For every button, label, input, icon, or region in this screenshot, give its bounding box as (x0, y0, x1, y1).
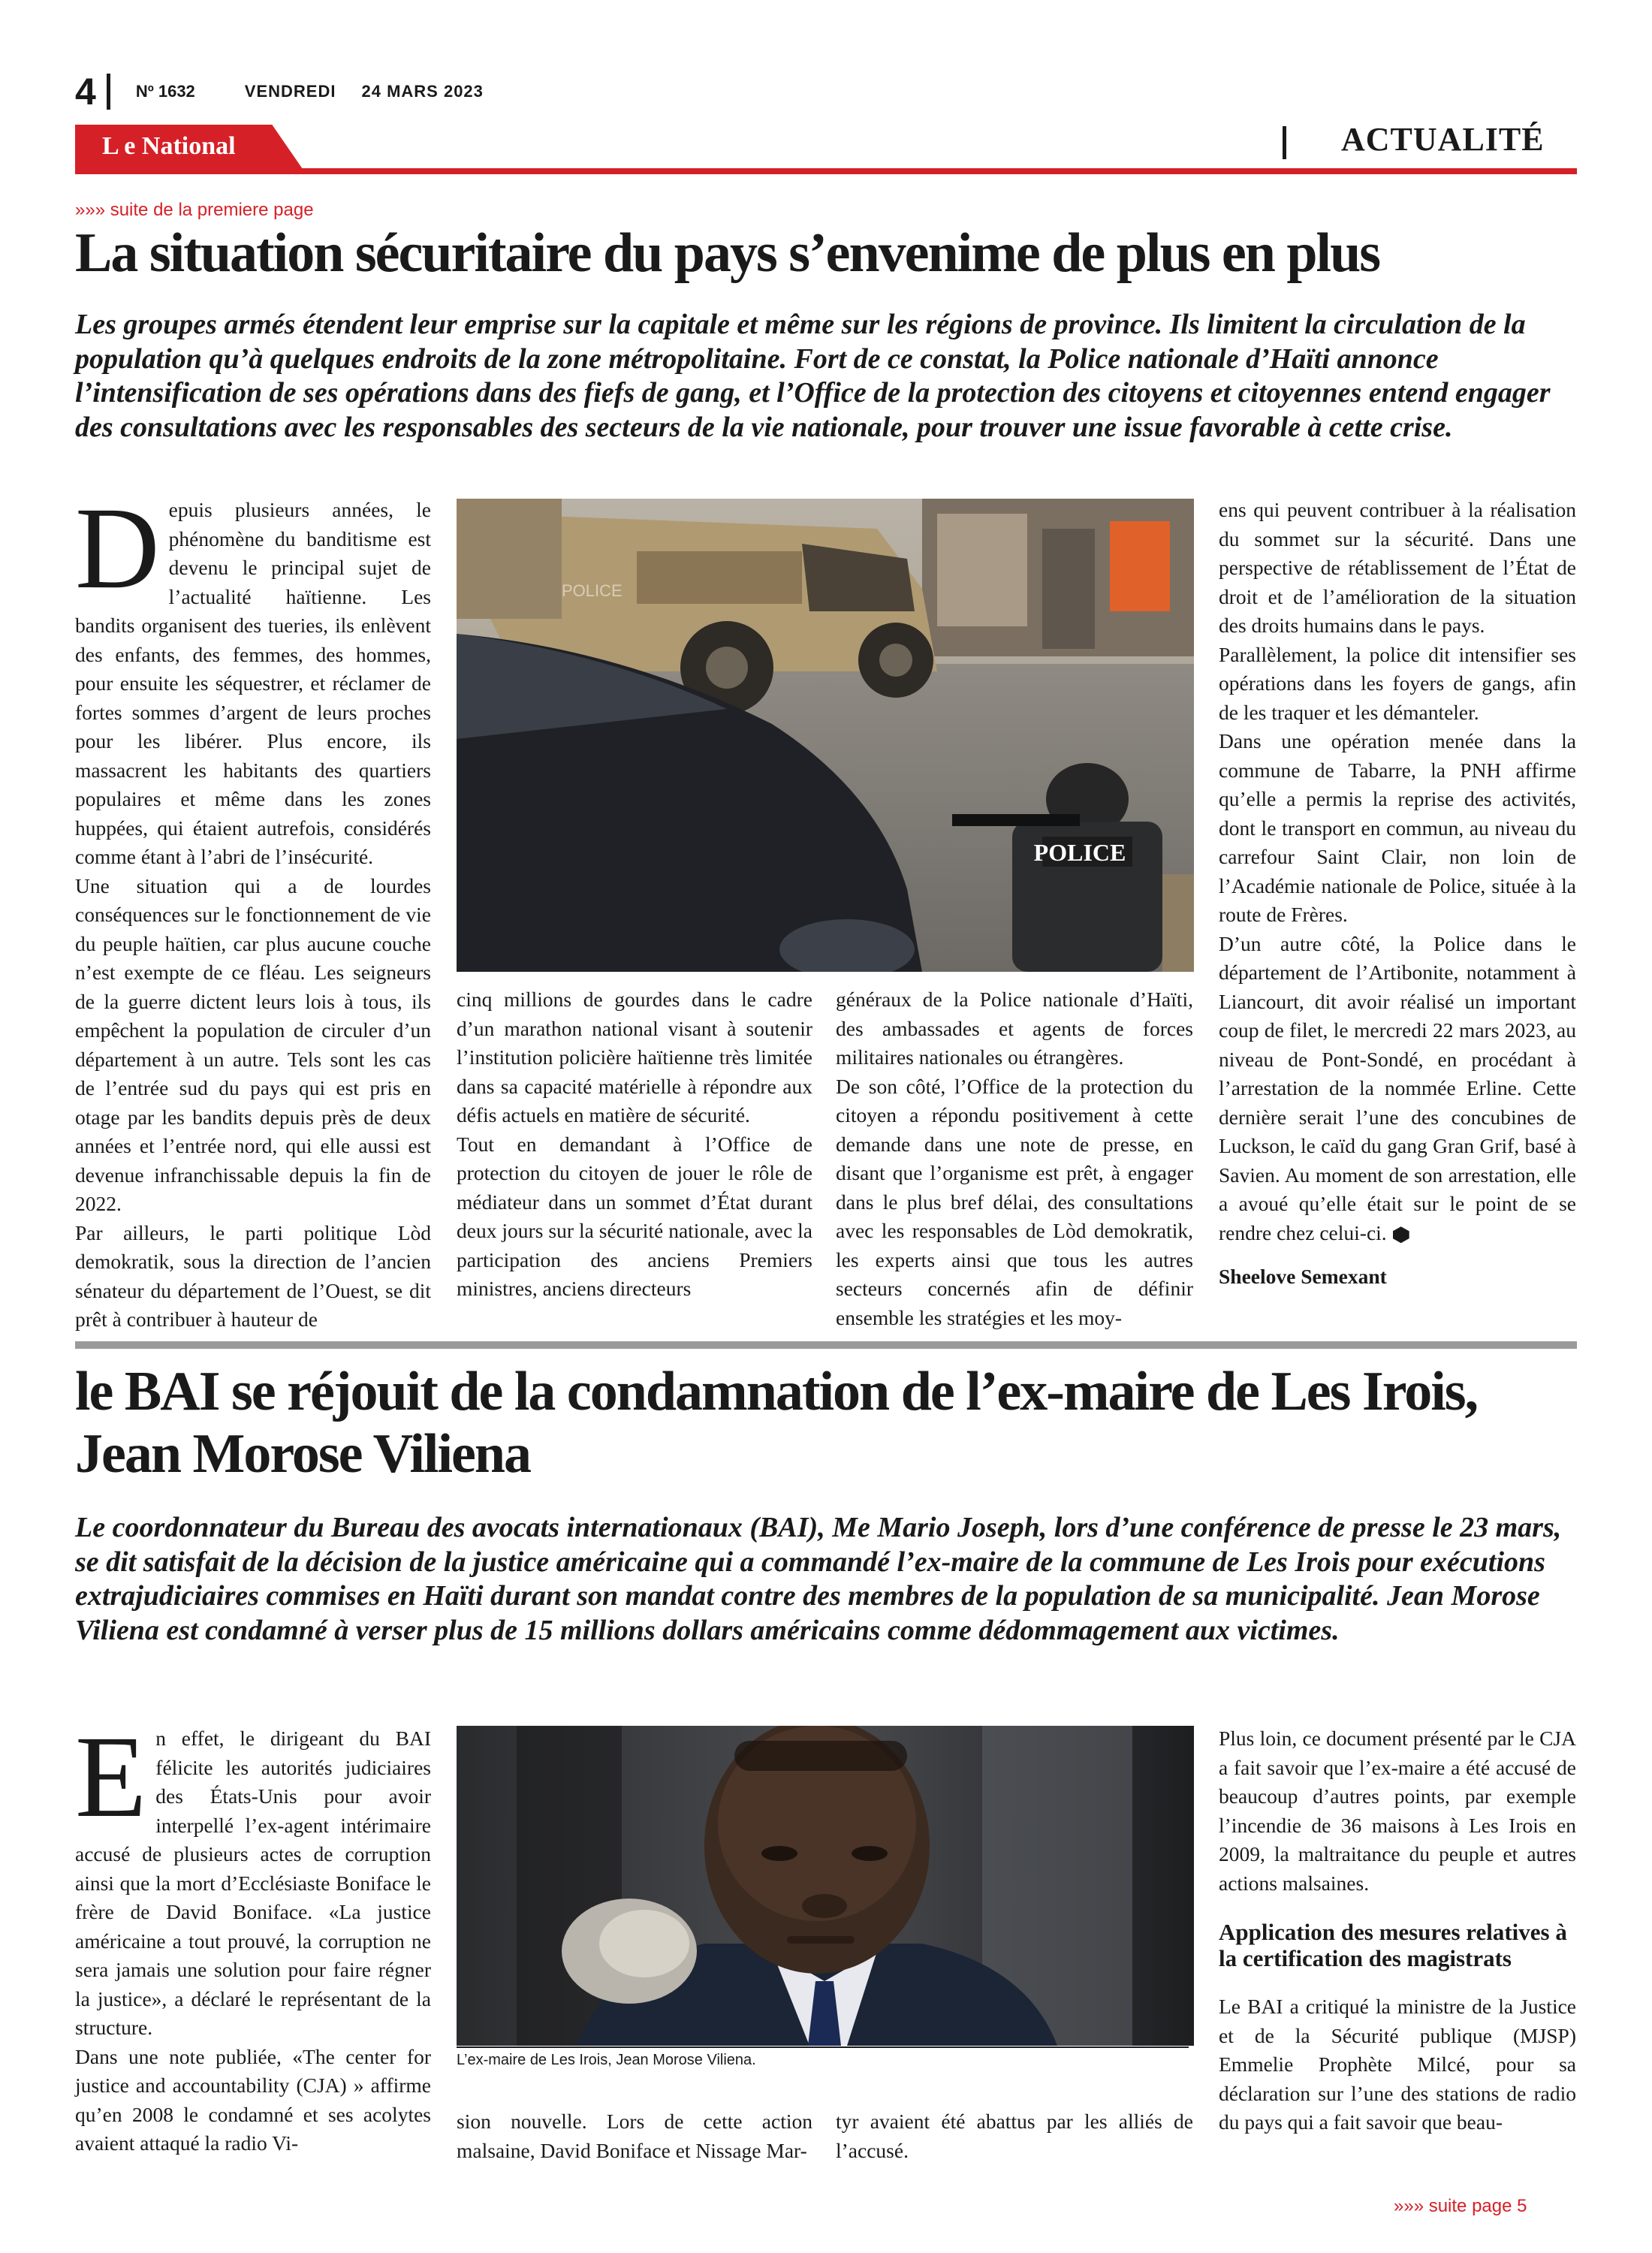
issue-number: Nº 1632 (135, 82, 195, 101)
police-operation-photo (457, 499, 1194, 972)
continued-to-link[interactable]: »»» suite page 5 (1394, 2196, 1527, 2216)
article2-paragraph: tyr avaient été abattus par les alliés de l’accusé. (836, 2110, 1193, 2162)
article1-lede: Les groupes armés étendent leur emprise sur la capitale et même sur les régions de province. Ils limitent la circulation de la population qu’à quelques endroits de la zone métropolitaine. Fort de ce constat, la Police nationale d’Haïti annonce l’intensification de ses opérations dans des fiefs de gang, et l’Office de la protection des citoyens et citoyennes entend engager des consultations avec les responsables des secteurs de la vie nationale, pour trouver une issue favorable à cette crise. (75, 309, 1551, 443)
continued-from-note: »»» suite de la premiere page (75, 200, 314, 220)
article2-headline: le BAI se réjouit de la condamnation de l’ex-maire de Les Irois, Jean Morose Viliena (75, 1361, 1478, 1485)
article1-dropcap: D (75, 483, 160, 613)
article1-paragraph: Depuis plusieurs années, le phénomène du banditisme est devenu le principal sujet de l’actualité haïtienne. Les bandits organisent des tueries, ils enlèvent des enfants, des femmes, des hommes, pour ensuite les séquestrer, et réclamer de fortes sommes d’argent de leurs proches pour les libérer. Plus encore, ils massacrent les habitants des quartiers populaires et même dans les zones huppées, qui étaient autrefois, considérés comme étant à l’abri de l’insécurité. (75, 483, 431, 868)
article1-paragraph: généraux de la Police nationale d’Haïti, des ambassades et agents de forces militaires nationales ou étrangères. (836, 988, 1193, 1069)
header-red-rule (75, 168, 1577, 174)
article1-paragraph: Par ailleurs, le parti politique Lòd demokratik, sous la direction de l’ancien sénateur du département de l’Ouest, se dit prêt à contribuer à hauteur de (75, 1220, 431, 1331)
article2-column-1 (75, 1712, 431, 2160)
end-of-article-icon (1393, 1226, 1409, 1243)
article1-headline: La situation sécuritaire du pays s’envenime de plus en plus (75, 222, 1380, 284)
article2-column-3 (836, 2107, 1193, 2182)
article2-paragraph: sion nouvelle. Lors de cette action malsaine, David Boniface et Nissage Mar- (457, 2110, 812, 2162)
article1-paragraph: Tout en demandant à l’Office de protection du citoyen de jouer le rôle de médiateur dans un sommet d’État durant deux jours sur la sécurité nationale, avec la participation des anciens Premiers ministres, anciens directeurs (457, 1132, 812, 1300)
article1-paragraph: D’un autre côté, la Police dans le département de l’Artibonite, notamment à Liancourt, dit avoir réalisé un important coup de filet, le mercredi 22 mars 2023, au niveau de Pont-Sondé, en procédant à l’arrestation de la nommée Erline. Cette dernière serait l’une des concubines de Luckson, le caïd du gang Gran Grif, basé à Savien. Au moment de son arrestation, elle a avoué qu’elle était sur le point de se rendre chez celui-ci. (1219, 931, 1576, 1244)
article1-paragraph: cinq millions de gourdes dans le cadre d’un marathon national visant à soutenir l’institution policière haïtienne très limitée dans sa capacité matérielle à répondre aux défis actuels en matière de sécurité. (457, 988, 812, 1126)
issue-date: 24 MARS 2023 (361, 82, 484, 101)
article1-paragraph: Une situation qui a de lourdes conséquences sur le fonctionnement de vie du peuple haïtien, car plus aucune couche n’est exempte de ce fléau. Les seigneurs de la guerre dictent leurs lois à tous, ils empêchent la population de circuler d’un département à un autre. Tels sont les cas de l’entrée sud du pays qui est pris en otage par les bandits depuis près de deux années et l’entrée nord, qui elle aussi est devenue infranchissable depuis la fin de 2022. (75, 873, 431, 1215)
article1-column-1 (75, 483, 431, 1337)
section-divider (1283, 126, 1286, 159)
article1-column-4 (1219, 496, 1576, 1337)
article2-column-2 (457, 2107, 812, 2182)
article2-paragraph: Le BAI a critiqué la ministre de la Justice et de la Sécurité publique (MJSP) Emmelie Prophète Milcé, pour sa déclaration sur l’une des stations de radio du pays qui a fait savoir que beau- (1219, 1995, 1576, 2134)
article2-paragraph: En effet, le dirigeant du BAI félicite les autorités judiciaires des États-Unis pour avoir interpellé l’ex-agent intérimaire accusé de plusieurs actes de corruption ainsi que la mort d’Ecclésiaste Boniface le frère de David Boniface. «La justice américaine a tout prouvé, la corruption ne sera jamais une solution pour faire régner la justice», a déclaré le représentant de la structure. (75, 1712, 431, 2039)
vehicle-police-text: POLICE (562, 581, 623, 600)
section-label: ACTUALITÉ (1341, 121, 1545, 158)
issue-day: VENDREDI (244, 82, 336, 101)
article2-dropcap: E (75, 1712, 147, 1841)
article1-paragraph: Parallèlement, la police dit intensifier ses opérations dans les foyers de gangs, afin de les traquer et les démanteler. (1219, 642, 1576, 724)
article1-paragraph: De son côté, l’Office de la protection du citoyen a répondu positivement à cette demande dans une note de presse, en disant que l’organisme est prêt, à engager dans le plus bref délai, des consultations avec les responsables de Lòd demokratik, les experts ainsi que tous les autres secteurs concernés afin de définir ensemble les stratégies et les moy- (836, 1074, 1193, 1329)
article1-paragraph: Dans une opération menée dans la commune de Tabarre, la PNH affirme qu’elle a permis la reprise des activités, dont le transport en commun, au niveau du carrefour Saint Clair, non loin de l’Académie nationale de Police, située à la route de Frères. (1219, 729, 1576, 926)
article2-paragraph: Plus loin, ce document présenté par le CJA a fait savoir que l’ex-maire a été accusé de beaucoup d’autres points, par exemple l’incendie de 36 maisons à Les Irois en 2009, la maltraitance du peuple et autres actions malsaines. (1219, 1727, 1576, 1895)
vest-police-text: POLICE (1033, 839, 1126, 866)
article1-column-2 (457, 985, 812, 1338)
brand-name: L e National (102, 132, 236, 160)
article1-column-3 (836, 985, 1193, 1338)
article1-paragraph: ens qui peuvent contribuer à la réalisation du sommet sur la sécurité. Dans une perspective de rétablissement de l’État de droit et de l’amélioration de la situation des droits humains dans le pays. (1219, 498, 1576, 637)
article2-column-4 (1219, 1724, 1576, 2190)
page-header (75, 71, 484, 113)
caption-rule (457, 2046, 1189, 2048)
article2-paragraph: Dans une note publiée, «The center for justice and accountability (CJA) » affirme qu’en 2008 le condamné et ses acolytes avaient attaqué la radio Vi- (75, 2044, 431, 2155)
article-separator (75, 1341, 1577, 1349)
article2-lede: Le coordonnateur du Bureau des avocats internationaux (BAI), Me Mario Joseph, lors d’une conférence de presse le 23 mars, se dit satisfait de la décision de la justice américaine qui a commandé l’ex-maire de la commune de Les Irois pour exécutions extrajudiciaires commises en Haïti durant son mandat contre des membres de la population de sa municipalité. Jean Morose Viliena est condamné à verser plus de 15 millions dollars américains comme dédommagement aux victimes. (75, 1512, 1562, 1646)
article1-author: Sheelove Semexant (1219, 1265, 1387, 1288)
viliena-portrait-photo (457, 1726, 1194, 2046)
header-divider (107, 74, 110, 110)
page-number: 4 (75, 71, 96, 113)
article2-subheading: Application des mesures relatives à la certification des magistrats (1219, 1919, 1567, 1971)
photo-caption: L’ex-maire de Les Irois, Jean Morose Viliena. (457, 2052, 756, 2068)
